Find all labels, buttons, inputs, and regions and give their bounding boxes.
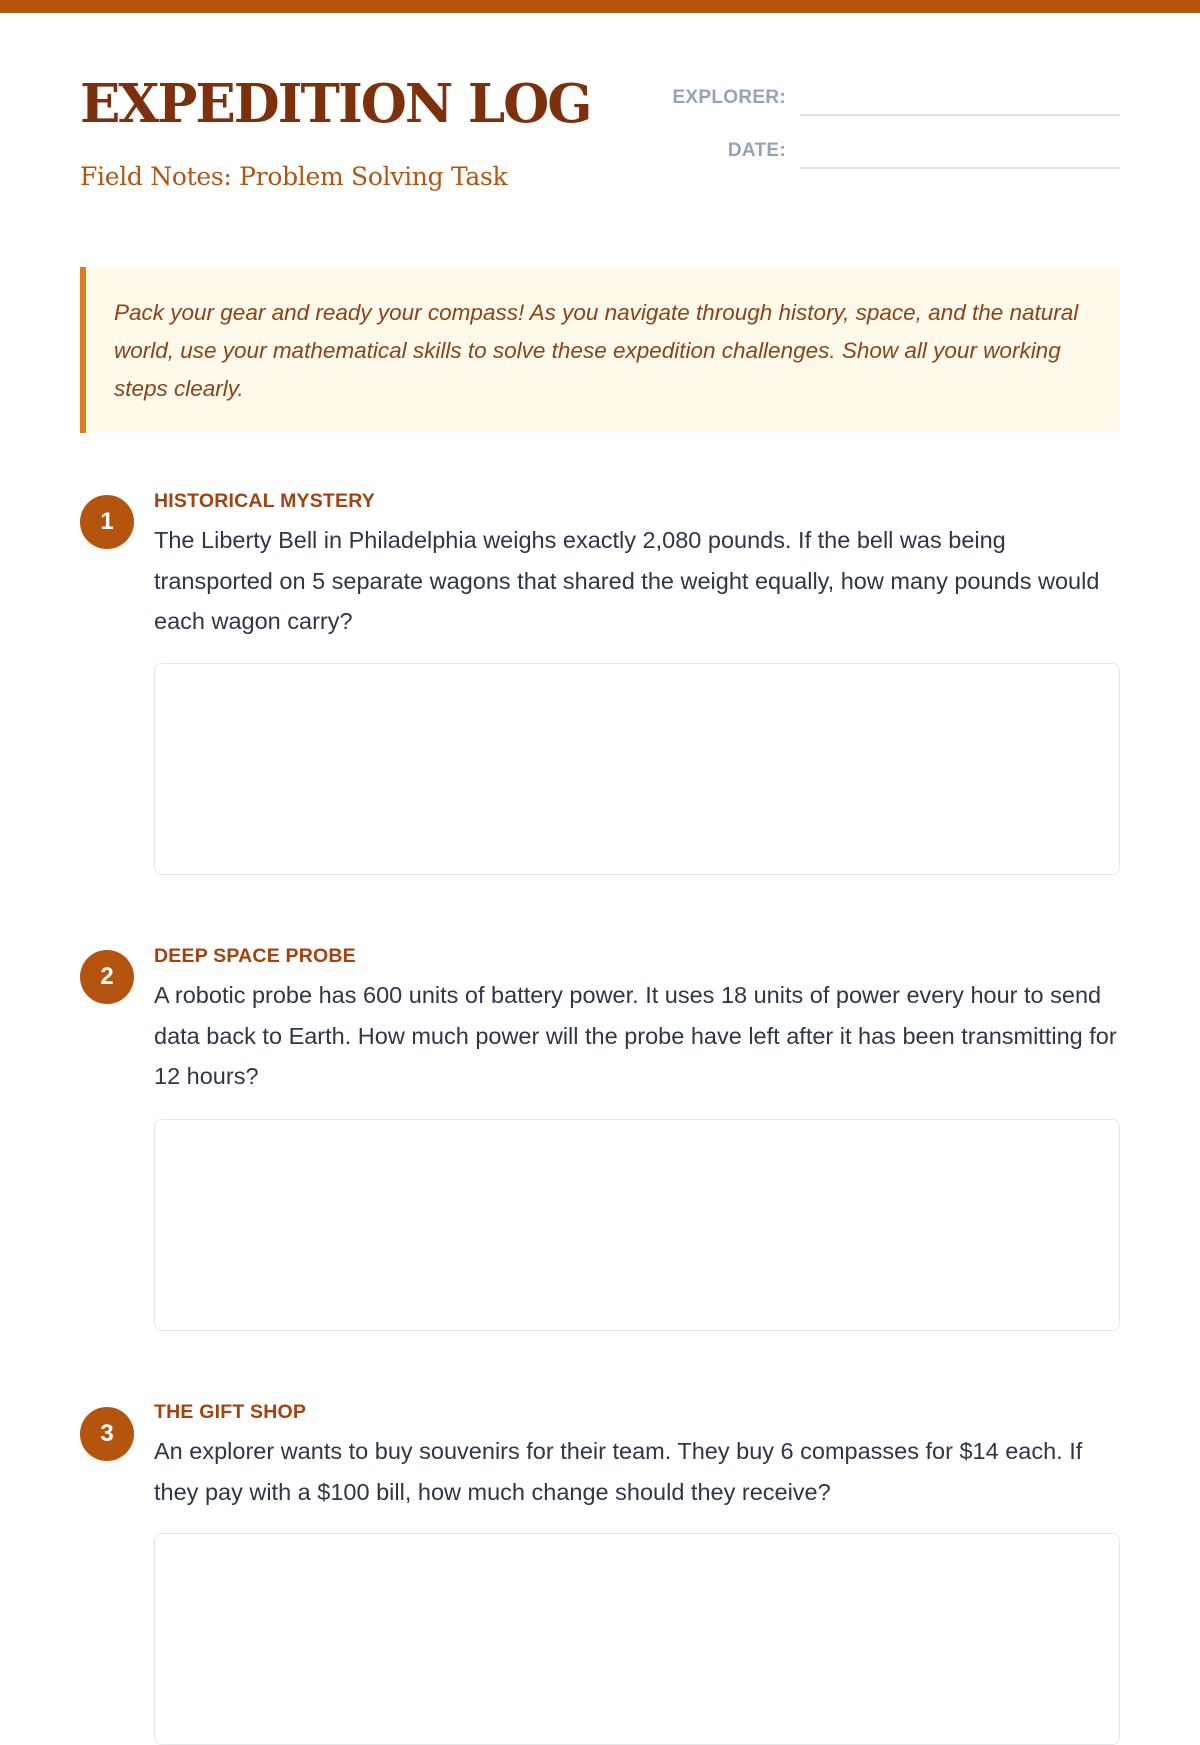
intro-text: Pack your gear and ready your compass! As you navigate through history, space, and the natural world, use your mathematical skills to solve these expedition challenges. Show all your working steps clearly.	[114, 300, 1079, 401]
explorer-input-line[interactable]	[800, 114, 1120, 116]
problem-number-badge: 1	[80, 495, 134, 549]
problem-number-badge: 3	[80, 1407, 134, 1461]
date-input-line[interactable]	[800, 167, 1120, 169]
date-label: DATE:	[727, 140, 786, 161]
problem-title: HISTORICAL MYSTERY	[154, 490, 376, 512]
explorer-label: EXPLORER:	[672, 87, 786, 108]
problem-text: An explorer wants to buy souvenirs for their team. They buy 6 compasses for $14 each. If they pay with a $100 bill, how much change should they receive?	[154, 1438, 1083, 1505]
problem-title: DEEP SPACE PROBE	[154, 945, 356, 967]
page-title: EXPEDITION LOG	[80, 73, 591, 135]
answer-box[interactable]	[154, 1119, 1120, 1331]
answer-box[interactable]	[154, 1533, 1120, 1745]
top-accent-bar	[0, 0, 1200, 13]
problem-text: The Liberty Bell in Philadelphia weighs exactly 2,080 pounds. If the bell was being transported on 5 separate wagons that shared the weight equally, how many pounds would each wagon carry?	[154, 527, 1100, 634]
answer-box[interactable]	[154, 663, 1120, 875]
problem-text: A robotic probe has 600 units of battery power. It uses 18 units of power every hour to send data back to Earth. How much power will the probe have left after it has been transmitting for 12 hours?	[154, 982, 1117, 1089]
problem-title: THE GIFT SHOP	[154, 1401, 307, 1423]
problem-number-badge: 2	[80, 950, 134, 1004]
page-subtitle: Field Notes: Problem Solving Task	[80, 162, 508, 191]
intro-callout	[80, 267, 1120, 433]
explorer-field	[640, 87, 1120, 117]
date-field	[640, 140, 1120, 170]
